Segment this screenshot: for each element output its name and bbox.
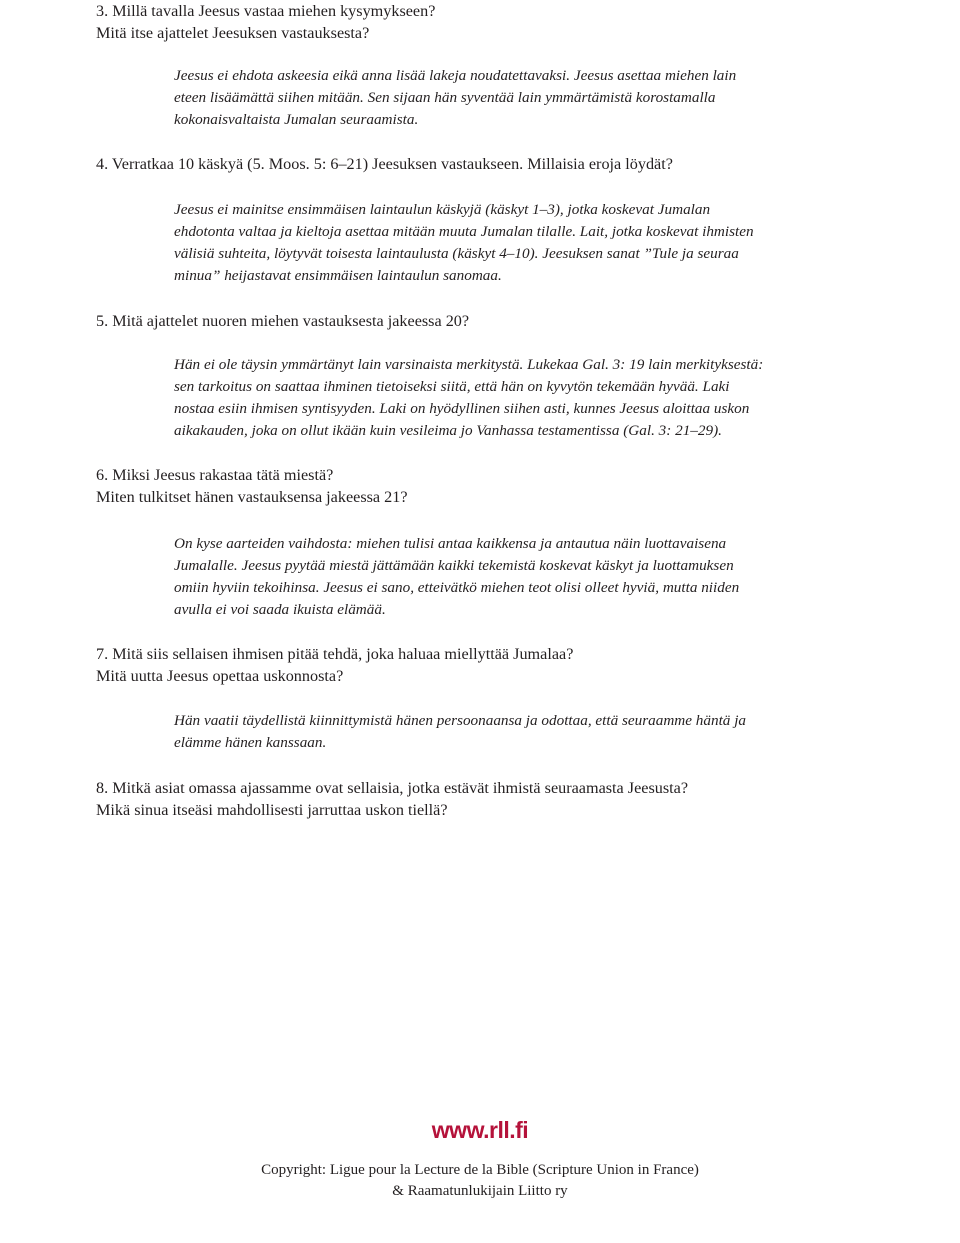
site-logo-text: www.rll.fi [431, 1117, 529, 1143]
answer-5-line-2: sen tarkoitus on saattaa ihminen tietoiseksi siitä, että hän on kyvytön tekemään hyvää. Laki [174, 378, 730, 395]
question-8-line-2: Mikä sinua itseäsi mahdollisesti jarruttaa uskon tiellä? [96, 801, 448, 819]
copyright-line-2: & Raamatunlukijain Liitto ry [392, 1183, 568, 1199]
question-7-line-2: Mitä uutta Jeesus opettaa uskonnosta? [96, 667, 344, 685]
question-7 [96, 643, 896, 687]
answer-3-line-3: kokonaisvaltaista Jumalan seuraamista. [174, 111, 419, 128]
copyright-line-1: Copyright: Ligue pour la Lecture de la Bible (Scripture Union in France) [261, 1162, 699, 1178]
answer-6 [174, 533, 894, 621]
answer-4-line-4: minua” heijastavat ensimmäisen laintaulun sanomaa. [174, 267, 502, 284]
answer-5-line-1: Hän ei ole täysin ymmärtänyt lain varsinaista merkitystä. Lukekaa Gal. 3: 19 lain merkityksestä: [174, 356, 764, 373]
question-4 [96, 153, 896, 175]
answer-7-line-2: elämme hänen kanssaan. [174, 734, 327, 751]
answer-4 [174, 199, 894, 287]
answer-5 [174, 354, 894, 442]
answer-4-line-3: välisiä suhteita, löytyvät toisesta laintaulusta (käskyt 4–10). Jeesuksen sanat ”Tule ja seuraa [174, 245, 739, 262]
answer-3-line-2: eteen lisäämättä siihen mitään. Sen sijaan hän syventää lain ymmärtämistä korostamalla [174, 89, 716, 106]
answer-6-line-1: On kyse aarteiden vaihdosta: miehen tulisi antaa kaikkensa ja antautua näin luottavaisena [174, 535, 727, 552]
question-3 [96, 0, 896, 44]
answer-5-line-4: aikakauden, joka on ollut ikään kuin vesileima jo Vanhassa testamentissa (Gal. 3: 21–29). [174, 422, 722, 439]
answer-3 [174, 65, 894, 131]
question-4-line-1: 4. Verratkaa 10 käskyä (5. Moos. 5: 6–21) Jeesuksen vastaukseen. Millaisia eroja löydät? [96, 155, 673, 173]
question-8 [96, 777, 896, 821]
answer-7-line-1: Hän vaatii täydellistä kiinnittymistä hänen persoonaansa ja odottaa, että seuraamme häntä ja [174, 712, 747, 729]
answer-7 [174, 710, 894, 754]
question-7-line-1: 7. Mitä siis sellaisen ihmisen pitää tehdä, joka haluaa miellyttää Jumalaa? [96, 645, 574, 663]
question-6 [96, 464, 896, 508]
question-3-line-2: Mitä itse ajattelet Jeesuksen vastauksesta? [96, 24, 370, 42]
answer-6-line-4: avulla ei voi saada ikuista elämää. [174, 601, 386, 618]
answer-3-line-1: Jeesus ei ehdota askeesia eikä anna lisää lakeja noudatettavaksi. Jeesus asettaa miehen lain [174, 67, 737, 84]
answer-4-line-1: Jeesus ei mainitse ensimmäisen laintaulun käskyjä (käskyt 1–3), jotka koskevat Jumalan [174, 201, 711, 218]
question-8-line-1: 8. Mitkä asiat omassa ajassamme ovat sellaisia, jotka estävät ihmistä seuraamasta Jeesusta? [96, 779, 689, 797]
site-logo-link[interactable] [0, 1117, 960, 1143]
answer-4-line-2: ehdotonta valtaa ja kieltoja asettaa mitään muuta Jumalan tilalle. Lait, jotka koskevat ihmisten [174, 223, 754, 240]
answer-6-line-3: omiin hyviin tekoihinsa. Jeesus ei sano, etteivätkö miehen teot olisi olleet hyviä, mutta niiden [174, 579, 740, 596]
copyright-footer [0, 1160, 960, 1202]
question-6-line-1: 6. Miksi Jeesus rakastaa tätä miestä? [96, 466, 334, 484]
answer-6-line-2: Jumalalle. Jeesus pyytää miestä jättämään kaikki tekemistä koskevat käskyt ja luottamuksen [174, 557, 734, 574]
question-3-line-1: 3. Millä tavalla Jeesus vastaa miehen kysymykseen? [96, 2, 436, 20]
question-5 [96, 310, 896, 332]
answer-5-line-3: nostaa esiin ihmisen syntisyyden. Laki on hyödyllinen siihen asti, kunnes Jeesus aloittaa uskon [174, 400, 750, 417]
question-5-line-1: 5. Mitä ajattelet nuoren miehen vastauksesta jakeessa 20? [96, 312, 470, 330]
question-6-line-2: Miten tulkitset hänen vastauksensa jakeessa 21? [96, 488, 408, 506]
